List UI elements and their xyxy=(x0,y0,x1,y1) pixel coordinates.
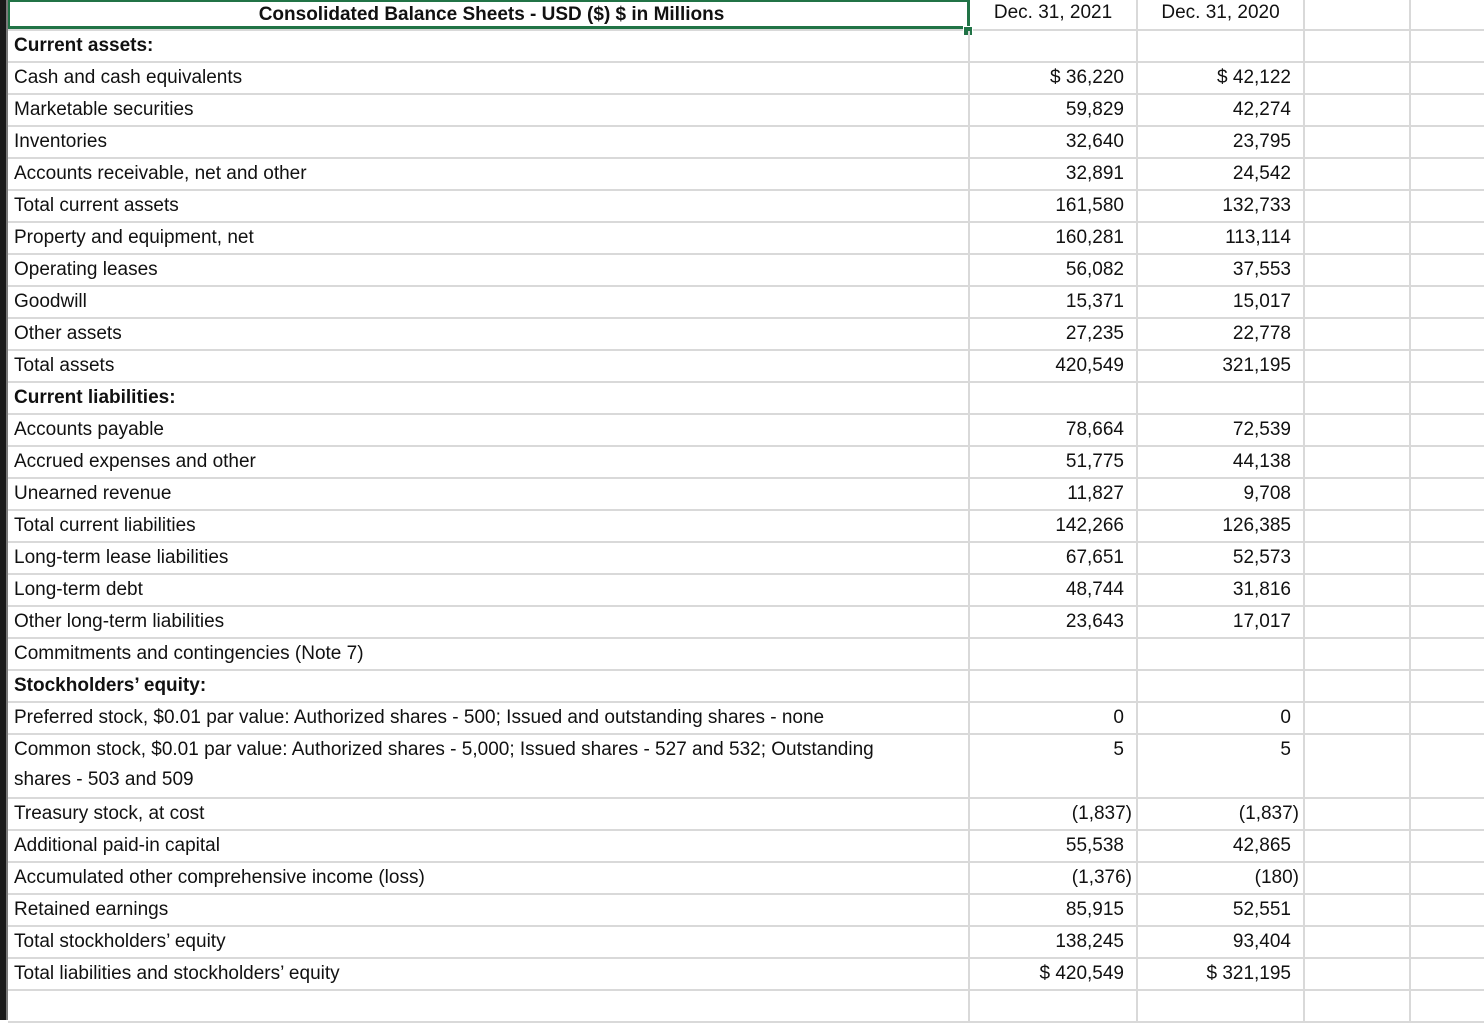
table-row xyxy=(8,287,1484,319)
value-cell-2020[interactable]: 321,195 xyxy=(1138,351,1305,381)
empty-cell[interactable] xyxy=(1411,351,1484,381)
value-cell-2021[interactable]: 56,082 xyxy=(970,255,1138,285)
table-row xyxy=(8,959,1484,991)
empty-cell[interactable] xyxy=(1411,191,1484,221)
table-row xyxy=(8,575,1484,607)
value-cell-2020[interactable]: 24,542 xyxy=(1138,159,1305,189)
row-label-cell[interactable]: Accrued expenses and other xyxy=(8,447,970,477)
row-label-cell[interactable]: Treasury stock, at cost xyxy=(8,799,970,829)
empty-cell[interactable] xyxy=(1305,639,1411,669)
row-label-cell[interactable]: Unearned revenue xyxy=(8,479,970,509)
row-label-cell[interactable]: Common stock, $0.01 par value: Authorized shares - 5,000; Issued shares - 527 and 532; Outstanding shares - 503 and 509 xyxy=(8,735,970,797)
value-cell-2020[interactable]: 52,573 xyxy=(1138,543,1305,573)
row-label-cell[interactable]: Accumulated other comprehensive income (loss) xyxy=(8,863,970,893)
value-cell-2021[interactable]: 27,235 xyxy=(970,319,1138,349)
row-label-cell[interactable]: Total current liabilities xyxy=(8,511,970,541)
value-cell-2021[interactable]: 78,664 xyxy=(970,415,1138,445)
empty-cell[interactable] xyxy=(1305,447,1411,477)
empty-cell[interactable] xyxy=(1411,383,1484,413)
empty-cell[interactable] xyxy=(1411,287,1484,317)
empty-cell[interactable] xyxy=(1305,511,1411,541)
table-row xyxy=(8,863,1484,895)
value-cell-2020[interactable]: 132,733 xyxy=(1138,191,1305,221)
empty-cell[interactable] xyxy=(1411,159,1484,189)
table-row xyxy=(8,63,1484,95)
row-label-cell[interactable]: Current liabilities: xyxy=(8,383,970,413)
value-cell-2021[interactable]: 48,744 xyxy=(970,575,1138,605)
value-cell-2020[interactable] xyxy=(1138,671,1305,701)
table-row xyxy=(8,127,1484,159)
table-row xyxy=(8,447,1484,479)
table-row xyxy=(8,607,1484,639)
empty-cell[interactable] xyxy=(1305,575,1411,605)
empty-cell[interactable] xyxy=(1305,223,1411,253)
value-cell-2021[interactable]: 5 xyxy=(970,735,1138,797)
value-cell-2020[interactable]: 113,114 xyxy=(1138,223,1305,253)
value-cell-2021[interactable]: 51,775 xyxy=(970,447,1138,477)
table-row xyxy=(8,191,1484,223)
empty-cell[interactable] xyxy=(1411,927,1484,957)
value-cell-2021[interactable]: 15,371 xyxy=(970,287,1138,317)
empty-cell[interactable] xyxy=(1305,383,1411,413)
value-cell-2020[interactable] xyxy=(1138,639,1305,669)
value-cell-2021[interactable]: $ 36,220 xyxy=(970,63,1138,93)
value-cell-2020[interactable]: (1,837) xyxy=(1138,799,1305,829)
table-row xyxy=(8,703,1484,735)
value-cell-2021[interactable]: $ 420,549 xyxy=(970,959,1138,989)
empty-cell[interactable] xyxy=(1411,127,1484,157)
row-label-cell[interactable]: Total current assets xyxy=(8,191,970,221)
empty-cell[interactable] xyxy=(1305,543,1411,573)
table-row xyxy=(8,351,1484,383)
value-cell-2020[interactable]: 126,385 xyxy=(1138,511,1305,541)
empty-cell[interactable] xyxy=(1305,479,1411,509)
value-cell-2020[interactable]: $ 42,122 xyxy=(1138,63,1305,93)
table-row xyxy=(8,319,1484,351)
table-row xyxy=(8,255,1484,287)
table-row xyxy=(8,31,1484,63)
empty-cell[interactable] xyxy=(1411,511,1484,541)
empty-cell[interactable] xyxy=(1411,63,1484,93)
value-cell-2020[interactable] xyxy=(1138,383,1305,413)
row-label-cell[interactable]: Other long-term liabilities xyxy=(8,607,970,637)
value-cell-2020[interactable] xyxy=(1138,31,1305,61)
row-label-cell[interactable]: Long-term debt xyxy=(8,575,970,605)
row-label-cell[interactable]: Goodwill xyxy=(8,287,970,317)
empty-cell[interactable] xyxy=(1305,607,1411,637)
row-label-cell[interactable]: Other assets xyxy=(8,319,970,349)
empty-cell[interactable] xyxy=(1411,607,1484,637)
value-cell-2020[interactable]: 42,865 xyxy=(1138,831,1305,861)
value-cell-2021[interactable] xyxy=(970,383,1138,413)
row-label-cell[interactable]: Current assets: xyxy=(8,31,970,61)
row-label-cell[interactable]: Retained earnings xyxy=(8,895,970,925)
empty-cell[interactable] xyxy=(1305,0,1411,29)
empty-cell[interactable] xyxy=(1411,415,1484,445)
value-cell-2021[interactable]: 420,549 xyxy=(970,351,1138,381)
value-cell-2021[interactable]: 32,891 xyxy=(970,159,1138,189)
table-row xyxy=(8,799,1484,831)
value-cell-2020[interactable]: 23,795 xyxy=(1138,127,1305,157)
row-label-cell[interactable]: Inventories xyxy=(8,127,970,157)
table-row xyxy=(8,991,1484,1023)
value-cell-2020[interactable]: 52,551 xyxy=(1138,895,1305,925)
table-row xyxy=(8,159,1484,191)
row-label-cell[interactable]: Total liabilities and stockholders’ equity xyxy=(8,959,970,989)
empty-cell[interactable] xyxy=(1411,31,1484,61)
empty-cell[interactable] xyxy=(1411,319,1484,349)
value-cell-2021[interactable]: 32,640 xyxy=(970,127,1138,157)
empty-cell[interactable] xyxy=(1411,895,1484,925)
table-row xyxy=(8,415,1484,447)
row-label-cell[interactable]: Total stockholders’ equity xyxy=(8,927,970,957)
empty-cell[interactable] xyxy=(1305,127,1411,157)
row-label-cell[interactable]: Preferred stock, $0.01 par value: Authorized shares - 500; Issued and outstanding shares - none xyxy=(8,703,970,733)
value-cell-2021[interactable] xyxy=(970,671,1138,701)
value-cell-2021[interactable]: 160,281 xyxy=(970,223,1138,253)
value-cell-2020[interactable]: 17,017 xyxy=(1138,607,1305,637)
table-row xyxy=(8,895,1484,927)
value-cell-2020[interactable]: 22,778 xyxy=(1138,319,1305,349)
empty-cell[interactable] xyxy=(1305,287,1411,317)
empty-cell[interactable] xyxy=(1305,191,1411,221)
empty-cell[interactable] xyxy=(1411,831,1484,861)
title-cell[interactable]: Consolidated Balance Sheets - USD ($) $ in Millions xyxy=(8,0,970,29)
empty-cell[interactable] xyxy=(1305,159,1411,189)
empty-cell[interactable] xyxy=(1411,543,1484,573)
value-cell-2021[interactable]: 67,651 xyxy=(970,543,1138,573)
value-cell-2021[interactable] xyxy=(970,31,1138,61)
row-label-cell[interactable]: Marketable securities xyxy=(8,95,970,125)
row-label-cell[interactable]: Accounts receivable, net and other xyxy=(8,159,970,189)
empty-cell[interactable] xyxy=(1305,927,1411,957)
value-cell-2020[interactable]: 37,553 xyxy=(1138,255,1305,285)
empty-cell[interactable] xyxy=(1411,447,1484,477)
value-cell-2020[interactable]: (180) xyxy=(1138,863,1305,893)
empty-cell[interactable] xyxy=(1411,223,1484,253)
empty-cell[interactable] xyxy=(1305,703,1411,733)
table-row xyxy=(8,95,1484,127)
empty-cell[interactable] xyxy=(1305,255,1411,285)
value-cell-2020[interactable]: 5 xyxy=(1138,735,1305,797)
table-row xyxy=(8,639,1484,671)
value-cell-2021[interactable]: (1,376) xyxy=(970,863,1138,893)
header-row xyxy=(8,0,1484,31)
empty-cell[interactable] xyxy=(1305,351,1411,381)
table-row xyxy=(8,223,1484,255)
value-cell-2021[interactable]: 138,245 xyxy=(970,927,1138,957)
table-row xyxy=(8,383,1484,415)
empty-cell[interactable] xyxy=(1411,863,1484,893)
empty-cell[interactable] xyxy=(1305,863,1411,893)
column-header-2021[interactable]: Dec. 31, 2021 xyxy=(970,0,1138,29)
row-label-cell[interactable]: Additional paid-in capital xyxy=(8,831,970,861)
value-cell-2021[interactable]: 23,643 xyxy=(970,607,1138,637)
empty-cell[interactable] xyxy=(1411,575,1484,605)
value-cell-2021[interactable]: 11,827 xyxy=(970,479,1138,509)
empty-cell[interactable] xyxy=(1305,799,1411,829)
table-row xyxy=(8,543,1484,575)
table-row xyxy=(8,927,1484,959)
row-label-cell[interactable]: Long-term lease liabilities xyxy=(8,543,970,573)
value-cell-2021[interactable]: 85,915 xyxy=(970,895,1138,925)
table-row xyxy=(8,511,1484,543)
empty-cell[interactable] xyxy=(1411,479,1484,509)
empty-cell[interactable] xyxy=(1411,671,1484,701)
table-row xyxy=(8,735,1484,799)
empty-cell[interactable] xyxy=(1305,991,1411,1021)
value-cell-2021[interactable] xyxy=(970,639,1138,669)
value-cell-2020[interactable]: 44,138 xyxy=(1138,447,1305,477)
empty-cell[interactable] xyxy=(1411,95,1484,125)
value-cell-2020[interactable]: 0 xyxy=(1138,703,1305,733)
value-cell-2020[interactable] xyxy=(1138,991,1305,1021)
empty-cell[interactable] xyxy=(1411,703,1484,733)
empty-cell[interactable] xyxy=(1305,415,1411,445)
empty-cell[interactable] xyxy=(1411,991,1484,1021)
row-label-cell[interactable] xyxy=(8,991,970,1021)
value-cell-2020[interactable]: 15,017 xyxy=(1138,287,1305,317)
empty-cell[interactable] xyxy=(1305,735,1411,797)
value-cell-2021[interactable]: 0 xyxy=(970,703,1138,733)
value-cell-2020[interactable]: 31,816 xyxy=(1138,575,1305,605)
value-cell-2021[interactable]: 161,580 xyxy=(970,191,1138,221)
empty-cell[interactable] xyxy=(1305,31,1411,61)
row-label-cell[interactable]: Stockholders’ equity: xyxy=(8,671,970,701)
empty-cell[interactable] xyxy=(1305,831,1411,861)
value-cell-2021[interactable]: (1,837) xyxy=(970,799,1138,829)
table-row xyxy=(8,671,1484,703)
value-cell-2020[interactable]: 42,274 xyxy=(1138,95,1305,125)
value-cell-2021[interactable] xyxy=(970,991,1138,1021)
table-row xyxy=(8,831,1484,863)
empty-cell[interactable] xyxy=(1411,639,1484,669)
row-label-cell[interactable]: Property and equipment, net xyxy=(8,223,970,253)
empty-cell[interactable] xyxy=(1305,63,1411,93)
empty-cell[interactable] xyxy=(1411,255,1484,285)
empty-cell[interactable] xyxy=(1305,95,1411,125)
row-label-cell[interactable]: Total assets xyxy=(8,351,970,381)
empty-cell[interactable] xyxy=(1411,735,1484,797)
empty-cell[interactable] xyxy=(1411,959,1484,989)
empty-cell[interactable] xyxy=(1411,799,1484,829)
empty-cell[interactable] xyxy=(1305,671,1411,701)
value-cell-2020[interactable]: $ 321,195 xyxy=(1138,959,1305,989)
empty-cell[interactable] xyxy=(1305,895,1411,925)
value-cell-2021[interactable]: 142,266 xyxy=(970,511,1138,541)
empty-cell[interactable] xyxy=(1305,319,1411,349)
value-cell-2020[interactable]: 72,539 xyxy=(1138,415,1305,445)
row-label-cell[interactable]: Accounts payable xyxy=(8,415,970,445)
value-cell-2020[interactable]: 9,708 xyxy=(1138,479,1305,509)
empty-cell[interactable] xyxy=(1305,959,1411,989)
column-header-2020[interactable]: Dec. 31, 2020 xyxy=(1138,0,1305,29)
row-label-cell[interactable]: Cash and cash equivalents xyxy=(8,63,970,93)
value-cell-2021[interactable]: 55,538 xyxy=(970,831,1138,861)
value-cell-2021[interactable]: 59,829 xyxy=(970,95,1138,125)
table-row xyxy=(8,479,1484,511)
value-cell-2020[interactable]: 93,404 xyxy=(1138,927,1305,957)
row-label-cell[interactable]: Operating leases xyxy=(8,255,970,285)
empty-cell[interactable] xyxy=(1411,0,1484,29)
row-label-cell[interactable]: Commitments and contingencies (Note 7) xyxy=(8,639,970,669)
